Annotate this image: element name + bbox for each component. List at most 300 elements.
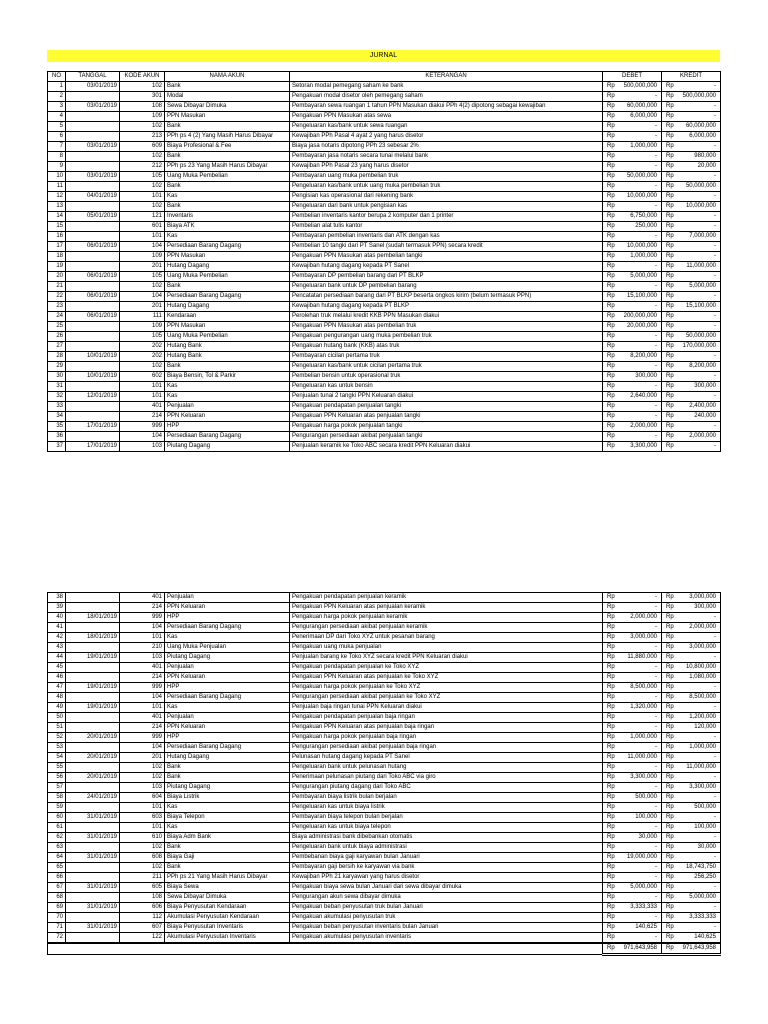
cell-no: 68 xyxy=(48,893,66,903)
currency-label: Rp xyxy=(607,614,615,620)
cell-nama-akun: PPN Masukan xyxy=(165,112,290,122)
cell-nama-akun: Biaya Sewa xyxy=(165,883,290,893)
cell-kode-akun: 201 xyxy=(120,262,165,272)
currency-label: Rp xyxy=(666,894,674,900)
journal-row xyxy=(48,352,721,362)
currency-label: Rp xyxy=(666,323,674,329)
cell-tanggal: 31/01/2019 xyxy=(66,833,120,843)
journal-row xyxy=(48,823,721,833)
amount-value: 3,000,000 xyxy=(630,634,657,640)
cell-debet xyxy=(603,142,662,152)
journal-title: JURNAL xyxy=(47,50,720,62)
cell-no: 34 xyxy=(48,412,66,422)
journal-row xyxy=(48,733,721,743)
cell-kode-akun: 104 xyxy=(120,623,165,633)
cell-nama-akun: Persediaan Barang Dagang xyxy=(165,693,290,703)
cell-kode-akun: 111 xyxy=(120,312,165,322)
journal-row xyxy=(48,382,721,392)
amount-value: - xyxy=(714,634,716,640)
cell-tanggal xyxy=(66,623,120,633)
cell-tanggal xyxy=(66,823,120,833)
currency-label: Rp xyxy=(607,734,615,740)
journal-row xyxy=(48,683,721,693)
cell-debet xyxy=(603,332,662,342)
cell-keterangan: Pengeluaran kas untuk bensin xyxy=(290,382,603,392)
cell-no: 65 xyxy=(48,863,66,873)
currency-label: Rp xyxy=(666,634,674,640)
currency-label: Rp xyxy=(666,784,674,790)
cell-kredit xyxy=(662,883,721,893)
amount-value: 140,625 xyxy=(694,934,716,940)
amount-value: - xyxy=(714,193,716,199)
amount-value: 3,333,333 xyxy=(689,914,716,920)
cell-kode-akun: 104 xyxy=(120,242,165,252)
amount-value: 10,800,000 xyxy=(685,664,716,670)
journal-row xyxy=(48,673,721,683)
cell-keterangan: Penjualan keramik ke Toko ABC secara kredit PPN Keluaran diakui xyxy=(290,442,603,452)
cell-nama-akun: Kas xyxy=(165,823,290,833)
cell-kode-akun: 606 xyxy=(120,903,165,913)
cell-kode-akun: 999 xyxy=(120,422,165,432)
cell-no: 44 xyxy=(48,653,66,663)
currency-label: Rp xyxy=(607,443,615,449)
cell-keterangan: Pengakuan modal disetor oleh pemegang saham xyxy=(290,92,603,102)
cell-kode-akun: 101 xyxy=(120,392,165,402)
cell-keterangan: Pelunasan hutang dagang kepada PT Sanel xyxy=(290,753,603,763)
cell-kredit xyxy=(662,172,721,182)
cell-nama-akun: Persediaan Barang Dagang xyxy=(165,432,290,442)
cell-keterangan: Pembelian 10 tangki dari PT Sanel (sudah termasuk PPN) secara kredit xyxy=(290,242,603,252)
amount-value: - xyxy=(655,744,657,750)
amount-value: - xyxy=(655,764,657,770)
cell-tanggal xyxy=(66,342,120,352)
currency-label: Rp xyxy=(666,273,674,279)
amount-value: - xyxy=(714,243,716,249)
cell-kode-akun: 109 xyxy=(120,322,165,332)
cell-tanggal: 18/01/2019 xyxy=(66,613,120,623)
cell-nama-akun: Bank xyxy=(165,182,290,192)
cell-debet xyxy=(603,863,662,873)
cell-no: 56 xyxy=(48,773,66,783)
amount-value: 300,000 xyxy=(694,604,716,610)
currency-label: Rp xyxy=(666,313,674,319)
currency-label: Rp xyxy=(666,103,674,109)
currency-label: Rp xyxy=(666,233,674,239)
amount-value: 240,000 xyxy=(694,413,716,419)
currency-label: Rp xyxy=(666,664,674,670)
cell-debet xyxy=(603,763,662,773)
cell-kredit xyxy=(662,703,721,713)
cell-kode-akun: 101 xyxy=(120,192,165,202)
cell-no: 60 xyxy=(48,813,66,823)
cell-tanggal: 03/01/2019 xyxy=(66,172,120,182)
cell-kredit xyxy=(662,252,721,262)
cell-kode-akun: 101 xyxy=(120,703,165,713)
cell-keterangan: Pengeluaran kas untuk biaya listrik xyxy=(290,803,603,813)
amount-value: 3,333,333 xyxy=(630,904,657,910)
cell-keterangan: Pengakuan PPN Keluaran atas penjualan baja ringan xyxy=(290,723,603,733)
currency-label: Rp xyxy=(607,874,615,880)
currency-label: Rp xyxy=(666,353,674,359)
amount-value: - xyxy=(655,724,657,730)
currency-label: Rp xyxy=(666,834,674,840)
currency-label: Rp xyxy=(607,684,615,690)
cell-keterangan: Pengakuan harga pokok penjualan tangki xyxy=(290,422,603,432)
cell-tanggal xyxy=(66,152,120,162)
currency-label: Rp xyxy=(666,794,674,800)
amount-value: - xyxy=(655,644,657,650)
cell-tanggal: 31/01/2019 xyxy=(66,883,120,893)
cell-kredit xyxy=(662,212,721,222)
cell-no: 50 xyxy=(48,713,66,723)
cell-no: 26 xyxy=(48,332,66,342)
journal-row xyxy=(48,322,721,332)
amount-value: - xyxy=(714,884,716,890)
cell-nama-akun: Persediaan Barang Dagang xyxy=(165,242,290,252)
cell-no: 6 xyxy=(48,132,66,142)
cell-no: 17 xyxy=(48,242,66,252)
cell-no: 54 xyxy=(48,753,66,763)
cell-debet xyxy=(603,663,662,673)
currency-label: Rp xyxy=(607,413,615,419)
cell-no: 22 xyxy=(48,292,66,302)
cell-kredit xyxy=(662,743,721,753)
currency-label: Rp xyxy=(607,594,615,600)
cell-tanggal xyxy=(66,382,120,392)
cell-tanggal xyxy=(66,112,120,122)
cell-kredit xyxy=(662,903,721,913)
cell-no: 23 xyxy=(48,302,66,312)
cell-debet xyxy=(603,422,662,432)
cell-keterangan: Pengakuan beban penyusutan inventaris bulan Januari xyxy=(290,923,603,933)
amount-value: 11,000,000 xyxy=(627,754,657,760)
currency-label: Rp xyxy=(607,604,615,610)
cell-debet xyxy=(603,703,662,713)
amount-value: - xyxy=(714,273,716,279)
cell-kode-akun: 104 xyxy=(120,693,165,703)
amount-value: - xyxy=(714,353,716,359)
cell-debet xyxy=(603,643,662,653)
cell-no: 5 xyxy=(48,122,66,132)
cell-kode-akun: 105 xyxy=(120,272,165,282)
journal-row xyxy=(48,803,721,813)
cell-kode-akun: 211 xyxy=(120,873,165,883)
cell-kode-akun: 101 xyxy=(120,803,165,813)
journal-row xyxy=(48,813,721,823)
amount-value: 50,000,000 xyxy=(685,333,716,339)
currency-label: Rp xyxy=(607,804,615,810)
cell-tanggal: 10/01/2019 xyxy=(66,352,120,362)
cell-keterangan: Penjualan tunai 2 tangki PPN Keluaran diakui xyxy=(290,392,603,402)
cell-kode-akun: 101 xyxy=(120,823,165,833)
amount-value: 6,000,000 xyxy=(689,133,716,139)
amount-value: 8,200,000 xyxy=(689,363,716,369)
cell-no: 55 xyxy=(48,763,66,773)
journal-row xyxy=(48,743,721,753)
cell-kode-akun: 202 xyxy=(120,352,165,362)
cell-nama-akun: Penjualan xyxy=(165,402,290,412)
cell-keterangan: Pembayaran uang muka pembelian truk xyxy=(290,172,603,182)
cell-kode-akun: 609 xyxy=(120,142,165,152)
cell-tanggal xyxy=(66,332,120,342)
cell-keterangan: Pengakuan pengurangan uang muka pembelian truk xyxy=(290,332,603,342)
cell-keterangan: Pengurangan persediaan akibat penjualan baja ringan xyxy=(290,743,603,753)
cell-debet xyxy=(603,252,662,262)
cell-nama-akun: Hutang Dagang xyxy=(165,302,290,312)
cell-kredit xyxy=(662,783,721,793)
cell-tanggal xyxy=(66,673,120,683)
cell-keterangan: Pengakuan pendapatan penjualan tangki xyxy=(290,402,603,412)
currency-label: Rp xyxy=(666,403,674,409)
cell-keterangan: Perolehan truk melalui kredit KKB PPN Masukan diakui xyxy=(290,312,603,322)
amount-value: - xyxy=(655,934,657,940)
cell-nama-akun: PPN Masukan xyxy=(165,252,290,262)
cell-nama-akun: Biaya Adm Bank xyxy=(165,833,290,843)
currency-label: Rp xyxy=(607,704,615,710)
cell-nama-akun: Bank xyxy=(165,763,290,773)
amount-value: - xyxy=(655,123,657,129)
cell-no: 53 xyxy=(48,743,66,753)
amount-value: 50,000,000 xyxy=(626,173,657,179)
amount-value: 20,000 xyxy=(697,163,716,169)
cell-tanggal xyxy=(66,783,120,793)
amount-value: 15,100,000 xyxy=(685,303,716,309)
amount-value: - xyxy=(655,133,657,139)
cell-no: 40 xyxy=(48,613,66,623)
amount-value: - xyxy=(714,143,716,149)
cell-nama-akun: Uang Muka Penjualan xyxy=(165,643,290,653)
currency-label: Rp xyxy=(666,624,674,630)
cell-kredit xyxy=(662,663,721,673)
currency-label: Rp xyxy=(607,744,615,750)
cell-debet xyxy=(603,733,662,743)
cell-no: 14 xyxy=(48,212,66,222)
cell-keterangan: Pengakuan PPN Keluaran atas penjualan ke Toko XYZ xyxy=(290,673,603,683)
journal-row xyxy=(48,643,721,653)
cell-keterangan: Pengeluaran kas/bank untuk uang muka pembelian truk xyxy=(290,182,603,192)
currency-label: Rp xyxy=(607,694,615,700)
journal-row xyxy=(48,432,721,442)
cell-nama-akun: Piutang Dagang xyxy=(165,783,290,793)
journal-row xyxy=(48,292,721,302)
cell-debet xyxy=(603,302,662,312)
cell-debet xyxy=(603,102,662,112)
cell-kode-akun: 112 xyxy=(120,913,165,923)
cell-debet xyxy=(603,653,662,663)
cell-no: 48 xyxy=(48,693,66,703)
cell-nama-akun: Bank xyxy=(165,773,290,783)
amount-value: - xyxy=(714,754,716,760)
cell-no: 24 xyxy=(48,312,66,322)
currency-label: Rp xyxy=(666,283,674,289)
cell-tanggal: 31/01/2019 xyxy=(66,923,120,933)
cell-nama-akun: Bank xyxy=(165,843,290,853)
cell-no: 29 xyxy=(48,362,66,372)
currency-label: Rp xyxy=(607,173,615,179)
journal-row xyxy=(48,172,721,182)
journal-table-part1 xyxy=(47,71,721,452)
cell-tanggal: 03/01/2019 xyxy=(66,142,120,152)
cell-kredit xyxy=(662,933,721,944)
cell-keterangan: Pengakuan biaya sewa bulan Januari dari sewa dibayar dimuka xyxy=(290,883,603,893)
journal-row xyxy=(48,212,721,222)
currency-label: Rp xyxy=(666,714,674,720)
cell-kredit xyxy=(662,352,721,362)
currency-label: Rp xyxy=(666,914,674,920)
amount-value: - xyxy=(655,303,657,309)
cell-no: 28 xyxy=(48,352,66,362)
cell-tanggal xyxy=(66,873,120,883)
cell-nama-akun: PPN Keluaran xyxy=(165,723,290,733)
cell-tanggal xyxy=(66,693,120,703)
amount-value: - xyxy=(714,103,716,109)
cell-tanggal: 03/01/2019 xyxy=(66,82,120,92)
cell-tanggal xyxy=(66,232,120,242)
amount-value: - xyxy=(714,373,716,379)
journal-table-part2 xyxy=(47,592,721,956)
cell-nama-akun: Penjualan xyxy=(165,593,290,603)
currency-label: Rp xyxy=(666,804,674,810)
cell-debet xyxy=(603,843,662,853)
cell-no: 18 xyxy=(48,252,66,262)
amount-value: - xyxy=(655,433,657,439)
cell-kode-akun: 603 xyxy=(120,813,165,823)
cell-debet xyxy=(603,212,662,222)
amount-value: - xyxy=(655,413,657,419)
journal-row xyxy=(48,783,721,793)
cell-kode-akun: 103 xyxy=(120,783,165,793)
cell-debet xyxy=(603,693,662,703)
amount-value: - xyxy=(655,363,657,369)
cell-kredit xyxy=(662,893,721,903)
cell-keterangan: Pengakuan harga pokok penjualan ke Toko XYZ xyxy=(290,683,603,693)
cell-no: 47 xyxy=(48,683,66,693)
cell-kredit xyxy=(662,793,721,803)
cell-nama-akun: Biaya Telepon xyxy=(165,813,290,823)
cell-keterangan: Pengakuan pendapatan penjualan keramik xyxy=(290,593,603,603)
cell-no: 63 xyxy=(48,843,66,853)
currency-label: Rp xyxy=(607,654,615,660)
cell-tanggal xyxy=(66,362,120,372)
cell-no: 66 xyxy=(48,873,66,883)
cell-kode-akun: 104 xyxy=(120,292,165,302)
amount-value: 500,000,000 xyxy=(682,93,716,99)
cell-debet xyxy=(603,623,662,633)
cell-kredit xyxy=(662,863,721,873)
journal-row xyxy=(48,402,721,412)
amount-value: - xyxy=(714,814,716,820)
currency-label: Rp xyxy=(666,133,674,139)
cell-tanggal xyxy=(66,763,120,773)
cell-kode-akun: 103 xyxy=(120,442,165,452)
currency-label: Rp xyxy=(666,854,674,860)
journal-row xyxy=(48,703,721,713)
cell-kredit xyxy=(662,683,721,693)
amount-value: 8,200,000 xyxy=(630,353,657,359)
cell-nama-akun: Bank xyxy=(165,122,290,132)
cell-no: 20 xyxy=(48,272,66,282)
currency-label: Rp xyxy=(607,273,615,279)
journal-row xyxy=(48,142,721,152)
currency-label: Rp xyxy=(607,243,615,249)
cell-nama-akun: Kas xyxy=(165,382,290,392)
currency-label: Rp xyxy=(666,263,674,269)
cell-nama-akun: Persediaan Barang Dagang xyxy=(165,292,290,302)
cell-kredit xyxy=(662,112,721,122)
amount-value: 60,000,000 xyxy=(626,103,657,109)
cell-kredit xyxy=(662,322,721,332)
cell-kredit xyxy=(662,82,721,92)
cell-debet xyxy=(603,613,662,623)
cell-kode-akun: 109 xyxy=(120,252,165,262)
cell-kredit xyxy=(662,202,721,212)
cell-nama-akun: Bank xyxy=(165,282,290,292)
cell-tanggal xyxy=(66,803,120,813)
cell-debet xyxy=(603,292,662,302)
currency-label: Rp xyxy=(666,343,674,349)
cell-debet xyxy=(603,162,662,172)
cell-tanggal xyxy=(66,162,120,172)
amount-value: - xyxy=(655,163,657,169)
cell-tanggal: 19/01/2019 xyxy=(66,683,120,693)
currency-label: Rp xyxy=(666,774,674,780)
cell-debet xyxy=(603,823,662,833)
amount-value: 1,000,000 xyxy=(630,143,657,149)
currency-label: Rp xyxy=(607,784,615,790)
amount-value: - xyxy=(714,253,716,259)
journal-row xyxy=(48,873,721,883)
amount-value: - xyxy=(714,173,716,179)
cell-keterangan: Pengeluaran bank untuk biaya administrasi xyxy=(290,843,603,853)
cell-no: 2 xyxy=(48,92,66,102)
cell-no: 13 xyxy=(48,202,66,212)
cell-no: 8 xyxy=(48,152,66,162)
cell-tanggal: 10/01/2019 xyxy=(66,372,120,382)
amount-value: 500,000,000 xyxy=(623,83,657,89)
cell-nama-akun: Biaya Bensin, Tol & Parkir xyxy=(165,372,290,382)
amount-value: 256,250 xyxy=(694,874,716,880)
journal-row xyxy=(48,252,721,262)
cell-nama-akun: Inventaris xyxy=(165,212,290,222)
cell-keterangan: Kewajiban PPh Pasal 4 ayat 2 yang harus disetor xyxy=(290,132,603,142)
journal-row xyxy=(48,422,721,432)
cell-kredit xyxy=(662,132,721,142)
cell-debet xyxy=(603,92,662,102)
cell-no: 39 xyxy=(48,603,66,613)
journal-row xyxy=(48,613,721,623)
currency-label: Rp xyxy=(666,654,674,660)
cell-no: 15 xyxy=(48,222,66,232)
cell-debet xyxy=(603,312,662,322)
cell-kredit xyxy=(662,332,721,342)
cell-keterangan: Pengurangan persediaan akibat penjualan tangki xyxy=(290,432,603,442)
total-row xyxy=(48,943,721,955)
currency-label: Rp xyxy=(607,644,615,650)
cell-debet xyxy=(603,803,662,813)
cell-debet xyxy=(603,402,662,412)
cell-kredit xyxy=(662,633,721,643)
cell-kredit xyxy=(662,242,721,252)
cell-debet xyxy=(603,322,662,332)
cell-nama-akun: Hutang Dagang xyxy=(165,753,290,763)
cell-nama-akun: Modal xyxy=(165,92,290,102)
cell-debet xyxy=(603,242,662,252)
cell-nama-akun: PPh ps 21 Yang Masih Harus Dibayar xyxy=(165,873,290,883)
cell-debet xyxy=(603,793,662,803)
cell-kredit xyxy=(662,402,721,412)
cell-nama-akun: Biaya Penyusutan Kendaraan xyxy=(165,903,290,913)
cell-tanggal xyxy=(66,863,120,873)
